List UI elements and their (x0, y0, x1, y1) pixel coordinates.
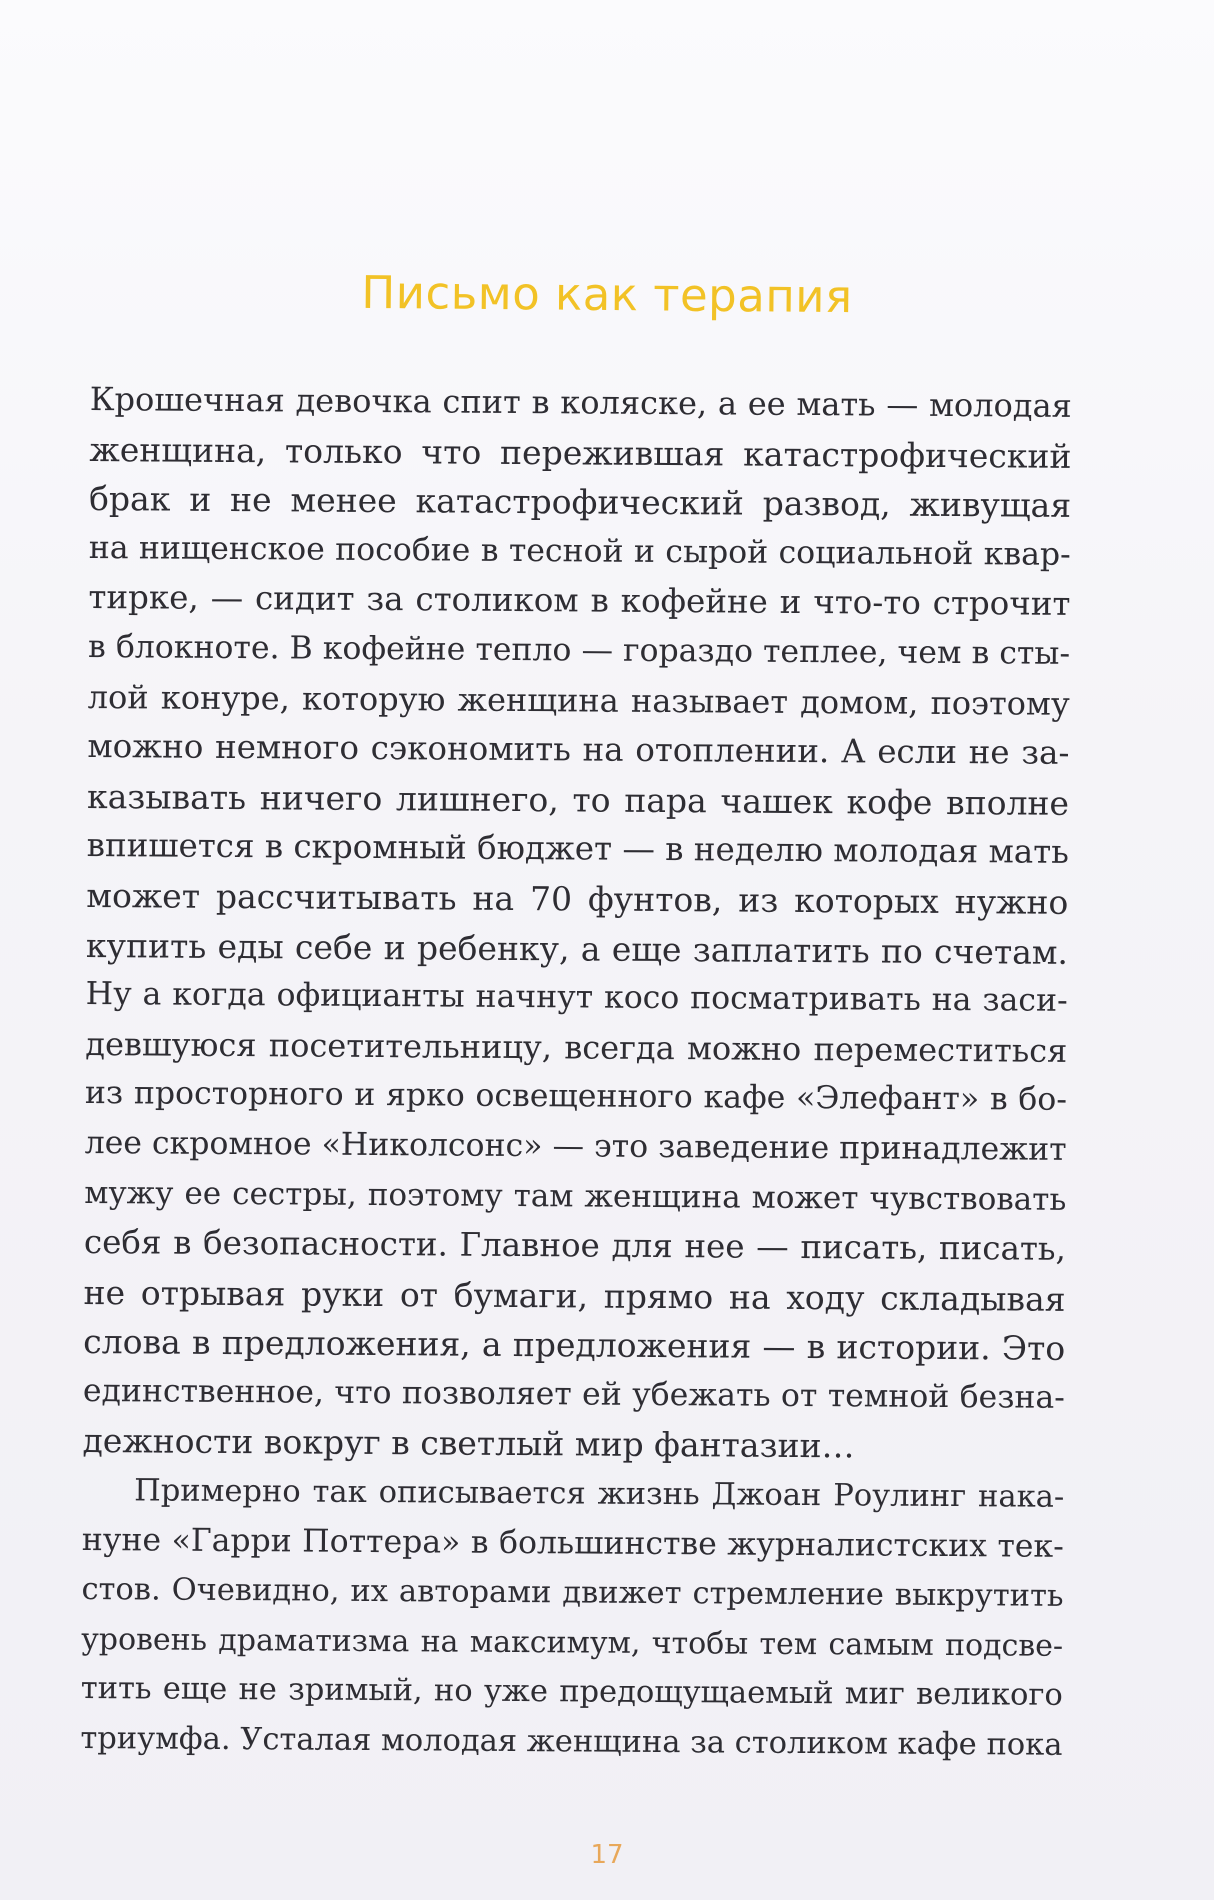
text-line: может рассчитывать на 70 фунтов, из которых нужно (86, 875, 1069, 922)
text-line: женщина, только что пережившая катастрофический (89, 429, 1072, 476)
text-line: брак и не менее катастрофический развод, живущая (89, 479, 1072, 526)
text-line: единственное, что позволяет ей убежать от темной безна- (82, 1372, 1066, 1416)
body-text (80, 375, 1072, 1770)
text-line: из просторного и ярко освещенного кафе «Элефант» в бо- (84, 1075, 1068, 1119)
text-line: слова в предложения, а предложения — в истории. Это (83, 1322, 1066, 1369)
text-line: тить еще не зримый, но уже предощущаемый миг великого (80, 1671, 1063, 1714)
text-line: нуне «Гарри Поттера» в большинстве журналистских тек- (81, 1521, 1064, 1565)
page-number: 17 (590, 1840, 624, 1870)
text-line: казывать ничего лишнего, то пара чашек кофе вполне (86, 776, 1070, 823)
text-line: лее скромное «Николсонс» — это заведение принадлежит (84, 1124, 1067, 1168)
text-line: на нищенское пособие в тесной и сырой социальной квар- (88, 529, 1071, 573)
text-line: в блокноте. В кофейне тепло — гораздо теплее, чем в сты- (87, 628, 1071, 672)
text-line: тирке, — сидит за столиком в кофейне и что-то строчит (88, 578, 1071, 624)
text-line: купить еды себе и ребенку, а еще заплатить по счетам. (85, 925, 1069, 972)
text-line: можно немного сэкономить на отоплении. А если не за- (87, 727, 1070, 773)
text-line: дежности вокруг в светлый мир фантазии… (82, 1421, 855, 1466)
text-line: впишется в скромный бюджет — в неделю молодая мать (86, 826, 1070, 872)
text-line: девшуюся посетительницу, всегда можно переместиться (85, 1024, 1068, 1070)
text-line: Крошечная девочка спит в коляске, а ее мать — молодая (89, 379, 1072, 425)
text-line: себя в безопасности. Главное для нее — писать, писать, (83, 1223, 1067, 1268)
chapter-title: Письмо как терапия (361, 265, 853, 324)
text-line: уровень драматизма на максимум, чтобы тем самым подсве- (81, 1621, 1064, 1664)
text-line: Примерно так описывается жизнь Джоан Роулинг нака- (134, 1473, 1065, 1515)
text-line: триумфа. Усталая молодая женщина за столиком кафе пока (80, 1720, 1063, 1763)
text-line: мужу ее сестры, поэтому там женщина может чувствовать (84, 1174, 1067, 1218)
text-line: стов. Очевидно, их авторами движет стремление выкрутить (81, 1572, 1064, 1615)
text-line: лой конуре, которую женщина называет домом, поэтому (87, 677, 1070, 723)
text-line: Ну а когда официанты начнут косо посматривать на заси- (85, 976, 1068, 1019)
text-line: не отрывая руки от бумаги, прямо на ходу складывая (83, 1272, 1066, 1319)
